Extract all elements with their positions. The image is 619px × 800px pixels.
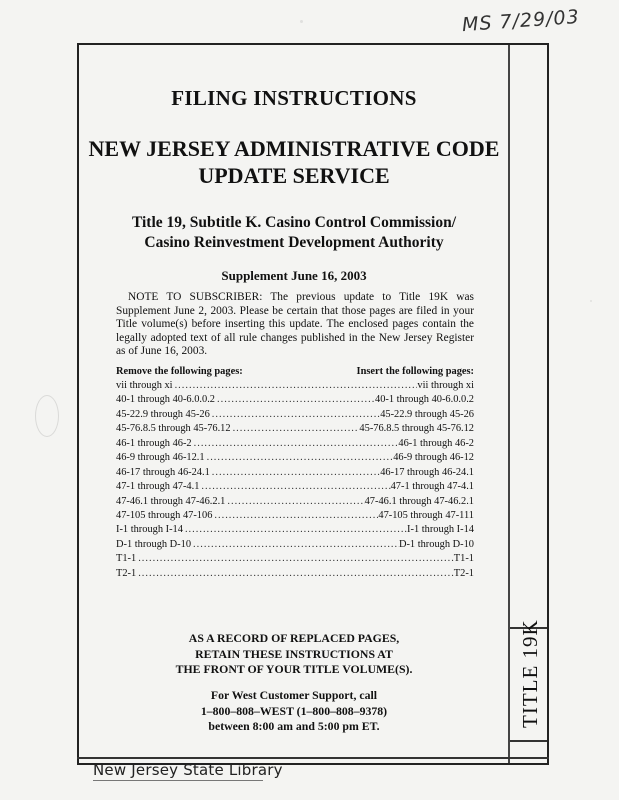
scan-speck <box>590 300 592 302</box>
dot-leader <box>173 380 418 391</box>
dot-leader <box>215 394 375 405</box>
page-replacement-table <box>116 366 474 582</box>
insert-pages-cell: T1-1 <box>453 553 474 565</box>
table-row <box>116 524 474 538</box>
dot-leader <box>225 496 364 507</box>
subscriber-note <box>116 291 474 359</box>
dot-leader <box>231 423 360 434</box>
insert-pages-cell: 46-1 through 46-2 <box>398 437 474 449</box>
table-row <box>116 496 474 510</box>
support-phone: 1–800–808–WEST (1–800–808–9378) <box>200 703 388 718</box>
dot-leader <box>136 553 454 564</box>
bottom-rule <box>77 757 549 759</box>
table-row <box>116 423 474 437</box>
dot-leader <box>183 524 407 535</box>
remove-pages-cell: D-1 through D-10 <box>116 538 192 550</box>
dot-leader <box>212 510 378 521</box>
table-header <box>116 366 474 380</box>
table-row <box>116 394 474 408</box>
remove-pages-cell: 46-1 through 46-2 <box>116 437 192 449</box>
insert-pages-cell: I-1 through I-14 <box>407 524 474 536</box>
support-hours: between 8:00 am and 5:00 pm ET. <box>208 719 380 733</box>
supplement-date: Supplement June 16, 2003 <box>221 268 367 283</box>
insert-pages-cell: vii through xi <box>417 380 474 391</box>
remove-pages-cell: 45-22.9 through 45-26 <box>116 408 210 420</box>
note-text: NOTE TO SUBSCRIBER: The previous update to Title 19K was Supplement June 2, 2003. Please be certain that those pages are filed in your Title volume(s) before inserting this update. The enclosed pages contain the legally adopted text of all rule changes published in the New Jersey Register as of June 16, 2003. <box>116 291 474 358</box>
table-rows <box>116 380 474 582</box>
service-title-line: UPDATE SERVICE <box>198 163 390 188</box>
dot-leader <box>205 452 394 463</box>
dot-leader <box>210 467 380 478</box>
table-row <box>116 467 474 481</box>
stamp-underline <box>93 780 263 781</box>
insert-pages-cell: T2-1 <box>453 567 474 579</box>
remove-pages-header: Remove the following pages: <box>116 366 243 377</box>
page-heading: FILING INSTRUCTIONS <box>171 86 417 110</box>
remove-pages-cell: 45-76.8.5 through 45-76.12 <box>116 423 231 435</box>
insert-pages-cell: 46-17 through 46-24.1 <box>380 466 474 478</box>
insert-pages-cell: 40-1 through 40-6.0.0.2 <box>375 394 474 406</box>
table-row <box>116 380 474 394</box>
remove-pages-cell: 40-1 through 40-6.0.0.2 <box>116 394 215 406</box>
table-row <box>116 438 474 452</box>
insert-pages-cell: 47-1 through 47-4.1 <box>390 481 474 493</box>
service-title-line: NEW JERSEY ADMINISTRATIVE CODE <box>88 136 500 161</box>
title-tab-label: TITLE 19K <box>518 619 542 728</box>
table-row <box>116 481 474 495</box>
service-title <box>68 135 520 189</box>
retain-line: RETAIN THESE INSTRUCTIONS AT <box>195 646 393 661</box>
remove-pages-cell: 47-105 through 47-106 <box>116 509 213 521</box>
table-row <box>116 553 474 567</box>
remove-pages-cell: I-1 through I-14 <box>116 524 183 536</box>
dot-leader <box>136 568 454 579</box>
support-line: For West Customer Support, call <box>210 688 378 702</box>
scan-artifact <box>35 395 59 437</box>
remove-pages-cell: T2-1 <box>116 567 137 579</box>
remove-pages-cell: vii through xi <box>116 380 173 391</box>
retain-line: THE FRONT OF YOUR TITLE VOLUME(S). <box>175 662 413 676</box>
remove-pages-cell: 47-1 through 47-4.1 <box>116 481 200 493</box>
subtitle-line: Casino Reinvestment Development Authority <box>144 234 444 251</box>
scan-speck <box>300 20 303 23</box>
subtitle-line: Title 19, Subtitle K. Casino Control Commission/ <box>131 214 457 231</box>
dot-leader <box>199 481 390 492</box>
dot-leader <box>210 409 380 420</box>
insert-pages-cell: 45-76.8.5 through 45-76.12 <box>359 423 474 435</box>
retain-notice <box>84 631 504 678</box>
remove-pages-cell: 46-17 through 46-24.1 <box>116 466 210 478</box>
remove-pages-cell: 47-46.1 through 47-46.2.1 <box>116 495 226 507</box>
customer-support-info <box>84 688 504 735</box>
table-row <box>116 409 474 423</box>
insert-pages-header: Insert the following pages: <box>356 366 474 377</box>
table-row <box>116 452 474 466</box>
insert-pages-cell: 47-105 through 47-111 <box>378 509 474 521</box>
table-row <box>116 568 474 582</box>
handwritten-initials-date: MS 7/29/03 <box>461 5 581 37</box>
table-row <box>116 510 474 524</box>
insert-pages-cell: 45-22.9 through 45-26 <box>380 408 474 420</box>
insert-pages-cell: D-1 through D-10 <box>398 538 474 550</box>
remove-pages-cell: T1-1 <box>116 553 137 565</box>
insert-pages-cell: 47-46.1 through 47-46.2.1 <box>364 495 474 507</box>
library-stamp: New Jersey State Library <box>93 761 283 779</box>
title-subtitle <box>84 213 504 253</box>
dot-leader <box>192 438 399 449</box>
remove-pages-cell: 46-9 through 46-12.1 <box>116 452 205 464</box>
table-row <box>116 539 474 553</box>
retain-line: AS A RECORD OF REPLACED PAGES, <box>188 631 400 645</box>
dot-leader <box>191 539 399 550</box>
insert-pages-cell: 46-9 through 46-12 <box>393 452 474 464</box>
